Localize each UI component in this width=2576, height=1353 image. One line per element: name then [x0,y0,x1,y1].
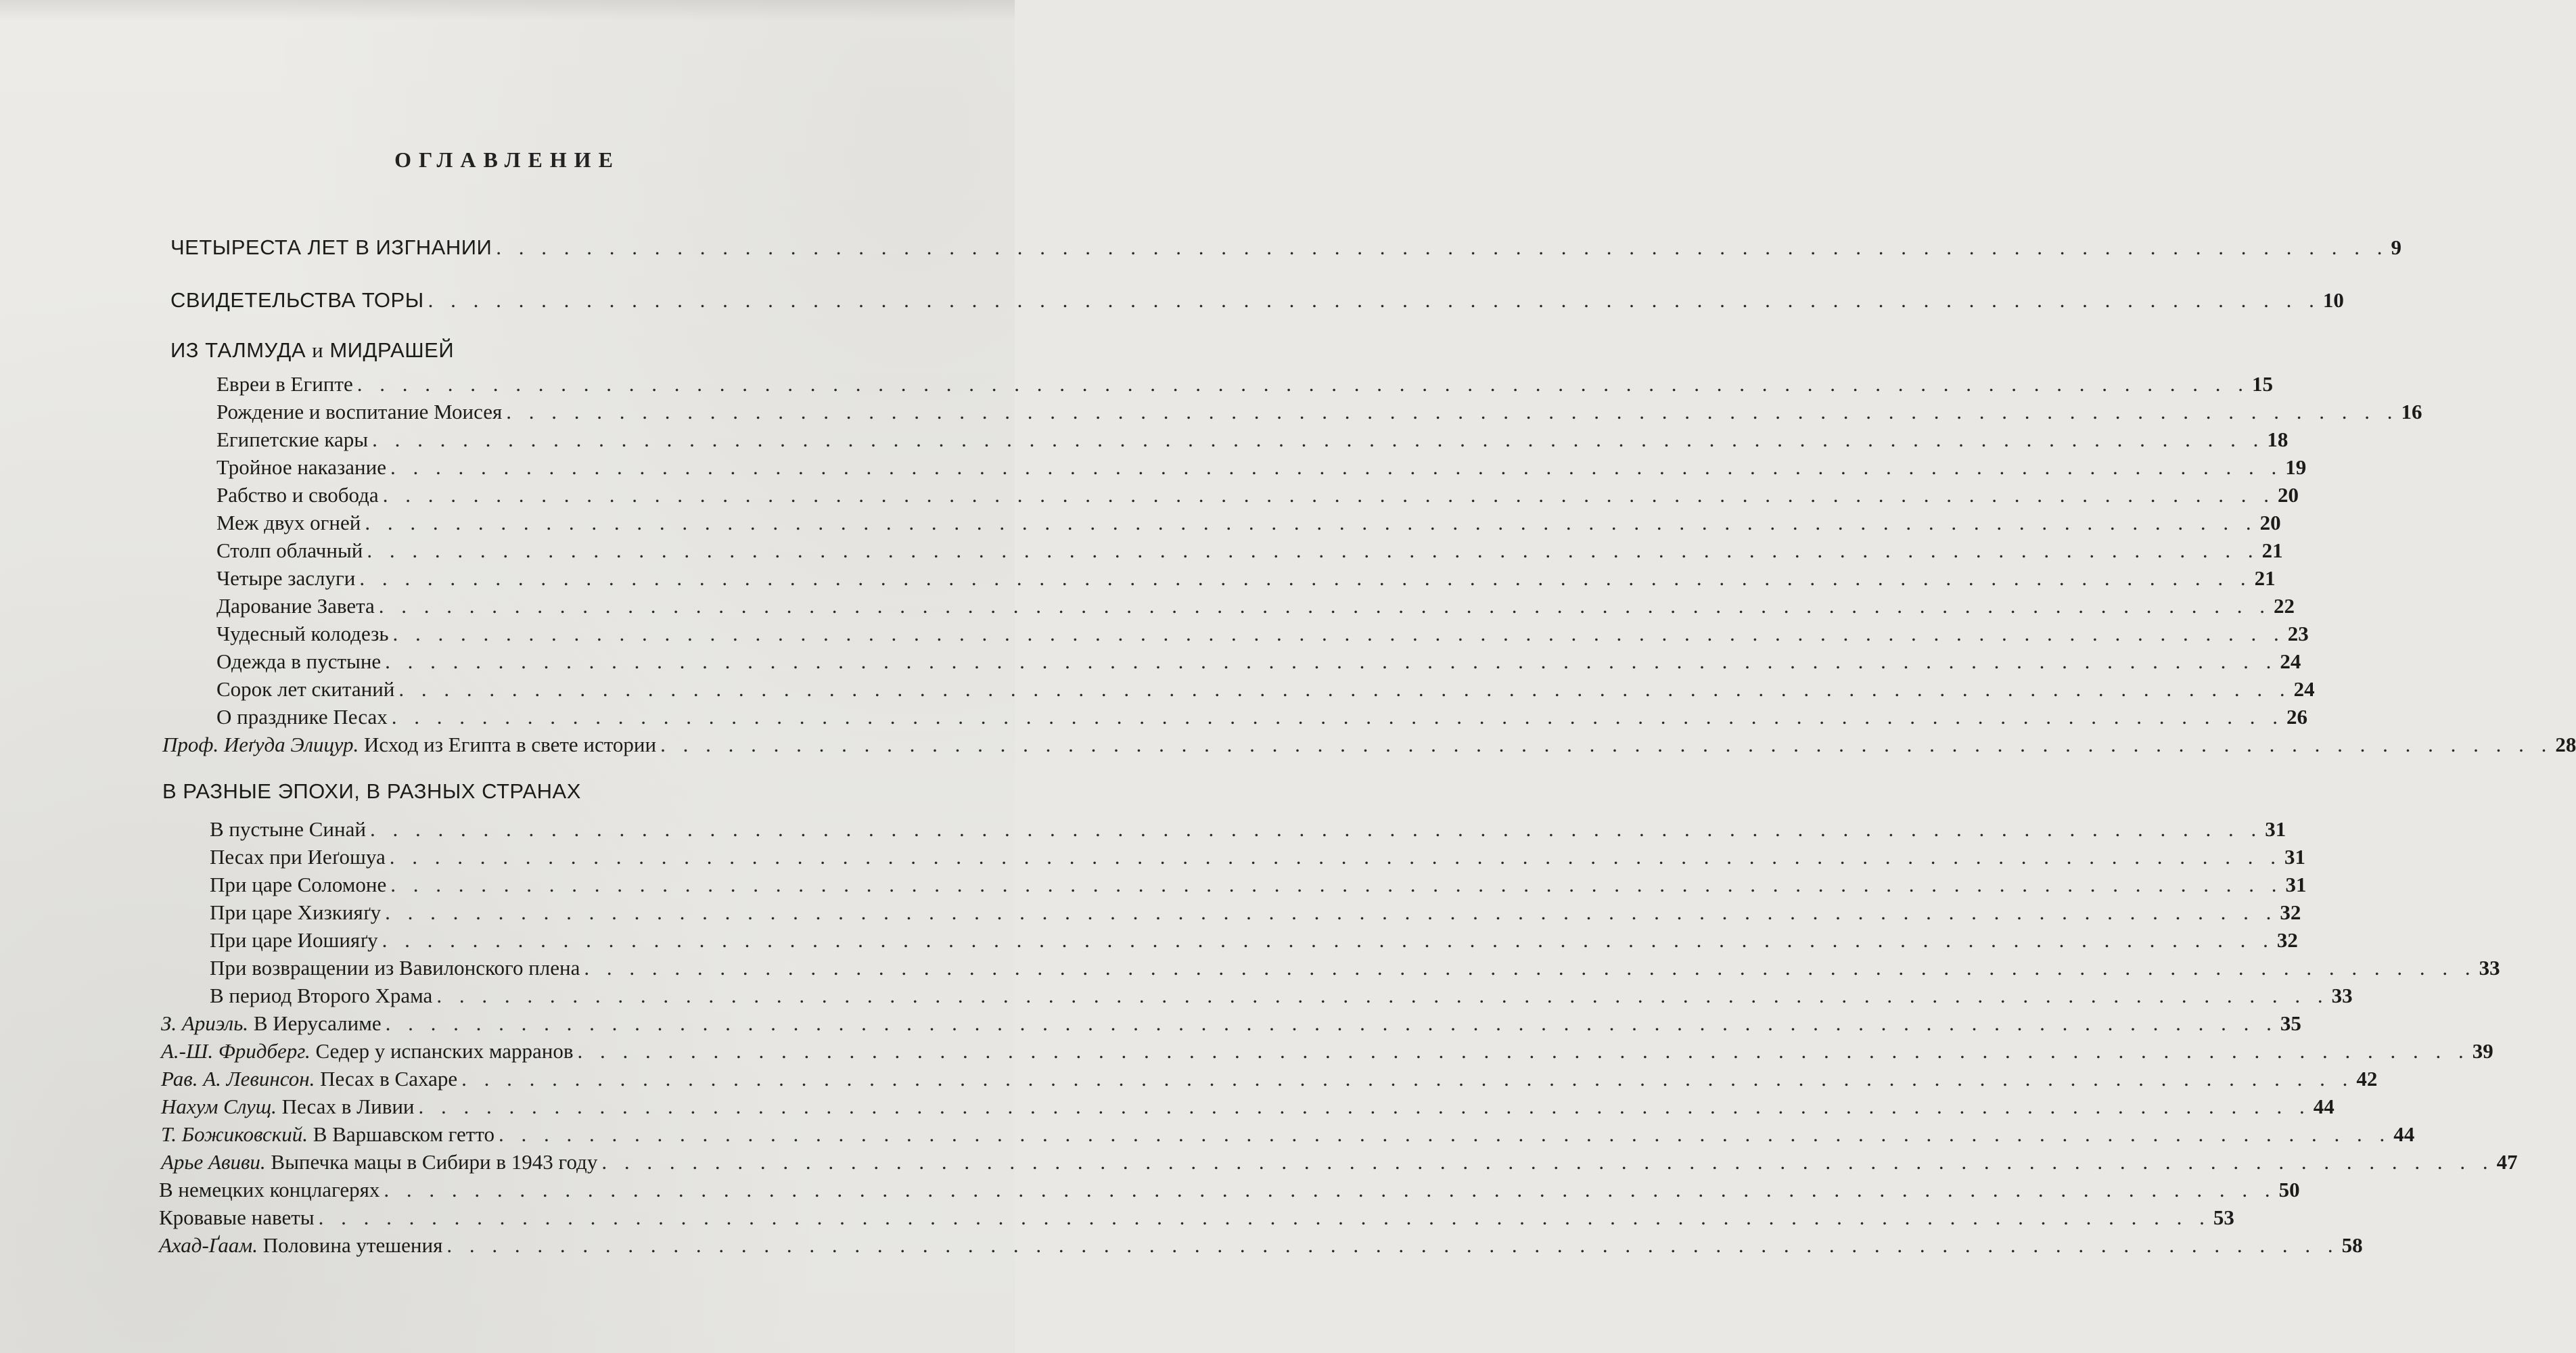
toc-entry[interactable] [170,283,2344,313]
page-number: 53 [2213,1206,2234,1229]
page-number: 20 [2259,511,2281,534]
entry-author: Проф. Иеґуда Элицур. [162,733,359,756]
page-number: 20 [2277,483,2299,507]
leader-dots: . . . . . . . . . . . . . . . . . . . . . . . . . . . . . . . . . . . . . . . . . . . . . . . . . . . . . . . . . . . . . . . . . . . . . . . . . . . . . . . . . . . . [390,873,2283,896]
leader-dots: . . . . . . . . . . . . . . . . . . . . . . . . . . . . . . . . . . . . . . . . . . . . . . . . . . . . . . . . . . . . . . . . . . . . . . . . . . . . . . . . . . . . [446,1233,2339,1257]
leader-dots: . . . . . . . . . . . . . . . . . . . . . . . . . . . . . . . . . . . . . . . . . . . . . . . . . . . . . . . . . . . . . . . . . . . . . . . . . . . . . . . . . . . . [367,538,2259,562]
toc-entry[interactable] [216,533,2283,563]
toc-entry[interactable] [210,812,2286,842]
entry-label [162,733,656,757]
leader-dots: . . . . . . . . . . . . . . . . . . . . . . . . . . . . . . . . . . . . . . . . . . . . . . . . . . . . . . . . . . . . . . . . . . . . . . . . . . . . . . . . . . . . [356,372,2249,396]
page-number: 23 [2287,622,2309,645]
entry-label: Рождение и воспитание Моисея [216,400,503,423]
toc-entry[interactable] [216,672,2315,702]
toc-entry[interactable] [210,895,2301,925]
page-number: 31 [2265,817,2286,841]
toc-entry[interactable] [216,367,2273,396]
page-number: 35 [2280,1011,2301,1035]
leader-dots: . . . . . . . . . . . . . . . . . . . . . . . . . . . . . . . . . . . . . . . . . . . . . . . . . . . . . . . . . . . . . . . . . . . . . . . . . . . . . . . . . . . . [365,511,2257,534]
page-number: 10 [2322,288,2344,312]
leader-dots: . . . . . . . . . . . . . . . . . . . . . . . . . . . . . . . . . . . . . . . . . . . . . . . . . . . . . . . . . . . . . . . . . . . . . . . . . . . . . . . . . . . . [436,984,2329,1007]
toc-entry[interactable] [210,867,2307,897]
section-heading-part: и [312,338,324,362]
entry-label [161,1039,574,1063]
entry-title: В Варшавском гетто [308,1122,495,1146]
page-number: 24 [2280,649,2301,673]
toc-entry[interactable] [210,840,2305,869]
toc-entry[interactable] [162,727,2576,757]
entry-label: Меж двух огней [216,511,361,534]
page-number: 15 [2251,372,2273,396]
entry-label: При царе Хизкияґу [210,900,382,924]
entry-label: Четыре заслуги [216,566,356,590]
entry-label: О празднике Песах [216,705,388,729]
page-number: 22 [2274,594,2295,618]
leader-dots: . . . . . . . . . . . . . . . . . . . . . . . . . . . . . . . . . . . . . . . . . . . . . . . . . . . . . . . . . . . . . . . . . . . . . . . . . . . . . . . . . . . . [428,288,2320,312]
page-number: 28 [2555,733,2576,756]
entry-label: Тройное наказание [216,455,386,479]
entry-label [159,1178,380,1202]
leader-dots: . . . . . . . . . . . . . . . . . . . . . . . . . . . . . . . . . . . . . . . . . . . . . . . . . . . . . . . . . . . . . . . . . . . . . . . . . . . . . . . . . . . . [318,1206,2211,1229]
leader-dots: . . . . . . . . . . . . . . . . . . . . . . . . . . . . . . . . . . . . . . . . . . . . . . . . . . . . . . . . . . . . . . . . . . . . . . . . . . . . . . . . . . . . [418,1095,2311,1118]
page-number: 32 [2280,900,2301,924]
entry-label: Сорок лет скитаний [216,677,395,701]
entry-label: Египетские кары [216,428,369,451]
entry-title: Песах в Ливии [276,1095,415,1118]
entry-author: Рав. А. Левинсон. [161,1067,315,1091]
entry-label: ЧЕТЫРЕСТА ЛЕТ В ИЗГНАНИИ [170,235,492,259]
toc-entry[interactable] [170,230,2402,260]
leader-dots: . . . . . . . . . . . . . . . . . . . . . . . . . . . . . . . . . . . . . . . . . . . . . . . . . . . . . . . . . . . . . . . . . . . . . . . . . . . . . . . . . . . . [391,705,2284,729]
toc-entry[interactable] [161,1145,2518,1174]
page-number: 16 [2401,400,2422,423]
entry-label [159,1233,442,1258]
leader-dots: . . . . . . . . . . . . . . . . . . . . . . . . . . . . . . . . . . . . . . . . . . . . . . . . . . . . . . . . . . . . . . . . . . . . . . . . . . . . . . . . . . . . [601,1150,2494,1174]
page-number: 31 [2284,845,2305,869]
page-number: 44 [2393,1122,2415,1146]
toc-entry[interactable] [159,1172,2300,1202]
page-number: 50 [2278,1178,2300,1201]
entry-label: При царе Иошияґу [210,928,378,952]
page-number: 58 [2341,1233,2363,1257]
toc-entry[interactable] [161,1006,2301,1036]
toc-entry[interactable] [210,978,2353,1008]
page-number: 9 [2391,235,2402,259]
toc-entry[interactable] [216,700,2307,729]
entry-label [161,1150,597,1174]
entry-title: Половина утешения [257,1233,443,1257]
leader-dots: . . . . . . . . . . . . . . . . . . . . . . . . . . . . . . . . . . . . . . . . . . . . . . . . . . . . . . . . . . . . . . . . . . . . . . . . . . . . . . . . . . . . [369,817,2263,841]
entry-label: Рабство и свобода [216,483,379,507]
toc-entry[interactable] [216,422,2288,452]
toc-entry[interactable] [210,950,2500,980]
entry-label: В период Второго Храма [210,984,433,1007]
section-heading: В РАЗНЫЕ ЭПОХИ, В РАЗНЫХ СТРАНАХ [162,779,581,803]
page-number: 31 [2285,873,2307,896]
leader-dots: . . . . . . . . . . . . . . . . . . . . . . . . . . . . . . . . . . . . . . . . . . . . . . . . . . . . . . . . . . . . . . . . . . . . . . . . . . . . . . . . . . . . [398,677,2291,701]
toc-entry[interactable] [159,1200,2234,1230]
entry-label: Евреи в Египте [216,372,353,396]
entry-author: Ахад-Ґаам. [159,1233,258,1257]
page-number: 18 [2267,428,2288,451]
leader-dots: . . . . . . . . . . . . . . . . . . . . . . . . . . . . . . . . . . . . . . . . . . . . . . . . . . . . . . . . . . . . . . . . . . . . . . . . . . . . . . . . . . . . [372,428,2265,451]
entry-label: Песах при Иеґошуа [210,845,386,869]
entry-label: СВИДЕТЕЛЬСТВА ТОРЫ [170,288,424,312]
entry-label: При возвращении из Вавилонского плена [210,956,580,980]
leader-dots: . . . . . . . . . . . . . . . . . . . . . . . . . . . . . . . . . . . . . . . . . . . . . . . . . . . . . . . . . . . . . . . . . . . . . . . . . . . . . . . . . . . . [384,1178,2276,1201]
page-number: 21 [2254,566,2276,590]
toc-entry[interactable] [216,589,2295,618]
entry-title: В Иерусалиме [248,1011,382,1035]
entry-label: При царе Соломоне [210,873,387,896]
entry-label: В пустыне Синай [210,817,366,841]
leader-dots: . . . . . . . . . . . . . . . . . . . . . . . . . . . . . . . . . . . . . . . . . . . . . . . . . . . . . . . . . . . . . . . . . . . . . . . . . . . . . . . . . . . . [496,235,2389,259]
page-number: 19 [2285,455,2307,479]
toc-entry[interactable] [161,1061,2378,1091]
entry-title: Кровавые наветы [159,1206,315,1229]
leader-dots: . . . . . . . . . . . . . . . . . . . . . . . . . . . . . . . . . . . . . . . . . . . . . . . . . . . . . . . . . . . . . . . . . . . . . . . . . . . . . . . . . . . . [378,594,2272,618]
leader-dots: . . . . . . . . . . . . . . . . . . . . . . . . . . . . . . . . . . . . . . . . . . . . . . . . . . . . . . . . . . . . . . . . . . . . . . . . . . . . . . . . . . . . [506,400,2399,423]
toc-entry[interactable] [161,1034,2493,1063]
toc-entry[interactable] [216,505,2281,535]
entry-label [159,1206,315,1230]
leader-dots: . . . . . . . . . . . . . . . . . . . . . . . . . . . . . . . . . . . . . . . . . . . . . . . . . . . . . . . . . . . . . . . . . . . . . . . . . . . . . . . . . . . . [392,622,2285,645]
toc-entry[interactable] [161,1117,2415,1147]
leader-dots: . . . . . . . . . . . . . . . . . . . . . . . . . . . . . . . . . . . . . . . . . . . . . . . . . . . . . . . . . . . . . . . . . . . . . . . . . . . . . . . . . . . . [461,1067,2354,1091]
leader-dots: . . . . . . . . . . . . . . . . . . . . . . . . . . . . . . . . . . . . . . . . . . . . . . . . . . . . . . . . . . . . . . . . . . . . . . . . . . . . . . . . . . . . [385,900,2278,924]
section-heading [170,338,454,368]
leader-dots: . . . . . . . . . . . . . . . . . . . . . . . . . . . . . . . . . . . . . . . . . . . . . . . . . . . . . . . . . . . . . . . . . . . . . . . . . . . . . . . . . . . . [390,455,2283,479]
toc-entry[interactable] [159,1228,2363,1258]
entry-author: З. Ариэль. [161,1011,249,1035]
entry-label [161,1122,495,1147]
toc-entry[interactable] [216,644,2301,674]
page-number: 32 [2276,928,2298,952]
section-heading-part: МИДРАШЕЙ [323,338,455,362]
section-heading-part: ИЗ ТАЛМУДА [170,338,313,362]
leader-dots: . . . . . . . . . . . . . . . . . . . . . . . . . . . . . . . . . . . . . . . . . . . . . . . . . . . . . . . . . . . . . . . . . . . . . . . . . . . . . . . . . . . . [660,733,2553,756]
leader-dots: . . . . . . . . . . . . . . . . . . . . . . . . . . . . . . . . . . . . . . . . . . . . . . . . . . . . . . . . . . . . . . . . . . . . . . . . . . . . . . . . . . . . [359,566,2252,590]
entry-label [161,1095,415,1119]
leader-dots: . . . . . . . . . . . . . . . . . . . . . . . . . . . . . . . . . . . . . . . . . . . . . . . . . . . . . . . . . . . . . . . . . . . . . . . . . . . . . . . . . . . . [385,1011,2278,1035]
entry-author: Т. Божиковский. [161,1122,308,1146]
entry-title: Песах в Сахаре [315,1067,458,1091]
entry-label: Дарование Завета [216,594,375,618]
entry-title: Исход из Египта в свете истории [359,733,657,756]
page-number: 26 [2286,705,2307,729]
leader-dots: . . . . . . . . . . . . . . . . . . . . . . . . . . . . . . . . . . . . . . . . . . . . . . . . . . . . . . . . . . . . . . . . . . . . . . . . . . . . . . . . . . . . [389,845,2282,869]
entry-author: Арье Авиви. [161,1150,266,1174]
entry-author: А.-Ш. Фридберг. [161,1039,310,1063]
page-number: 33 [2479,956,2500,980]
toc-entry[interactable] [216,478,2299,507]
leader-dots: . . . . . . . . . . . . . . . . . . . . . . . . . . . . . . . . . . . . . . . . . . . . . . . . . . . . . . . . . . . . . . . . . . . . . . . . . . . . . . . . . . . . [577,1039,2470,1063]
entry-title: Выпечка мацы в Сибири в 1943 году [265,1150,598,1174]
page-number: 33 [2331,984,2353,1007]
entry-title: Седер у испанских марранов [310,1039,574,1063]
page-number: 39 [2472,1039,2493,1063]
entry-title: В немецких концлагерях [159,1178,380,1201]
toc-entry[interactable] [216,450,2307,480]
entry-label [161,1067,457,1091]
entry-label: Столп облачный [216,538,363,562]
toc-entry[interactable] [216,394,2422,424]
leader-dots: . . . . . . . . . . . . . . . . . . . . . . . . . . . . . . . . . . . . . . . . . . . . . . . . . . . . . . . . . . . . . . . . . . . . . . . . . . . . . . . . . . . . [584,956,2477,980]
leader-dots: . . . . . . . . . . . . . . . . . . . . . . . . . . . . . . . . . . . . . . . . . . . . . . . . . . . . . . . . . . . . . . . . . . . . . . . . . . . . . . . . . . . . [382,928,2274,952]
leader-dots: . . . . . . . . . . . . . . . . . . . . . . . . . . . . . . . . . . . . . . . . . . . . . . . . . . . . . . . . . . . . . . . . . . . . . . . . . . . . . . . . . . . . [385,649,2278,673]
entry-author: Нахум Слущ. [161,1095,277,1118]
page-number: 21 [2261,538,2283,562]
toc-entry[interactable] [216,561,2276,591]
page-number: 47 [2496,1150,2518,1174]
toc-entry[interactable] [210,923,2298,953]
leader-dots: . . . . . . . . . . . . . . . . . . . . . . . . . . . . . . . . . . . . . . . . . . . . . . . . . . . . . . . . . . . . . . . . . . . . . . . . . . . . . . . . . . . . [382,483,2275,507]
entry-label [161,1011,382,1036]
entry-label: Чудесный колодезь [216,622,389,645]
toc-entry[interactable] [161,1089,2334,1119]
toc-entry[interactable] [216,616,2309,646]
page-number: 44 [2313,1095,2334,1118]
page-number: 42 [2356,1067,2378,1091]
entry-label: Одежда в пустыне [216,649,382,673]
page-number: 24 [2293,677,2315,701]
leader-dots: . . . . . . . . . . . . . . . . . . . . . . . . . . . . . . . . . . . . . . . . . . . . . . . . . . . . . . . . . . . . . . . . . . . . . . . . . . . . . . . . . . . . [499,1122,2391,1146]
toc-title: ОГЛАВЛЕНИЕ [394,147,620,172]
